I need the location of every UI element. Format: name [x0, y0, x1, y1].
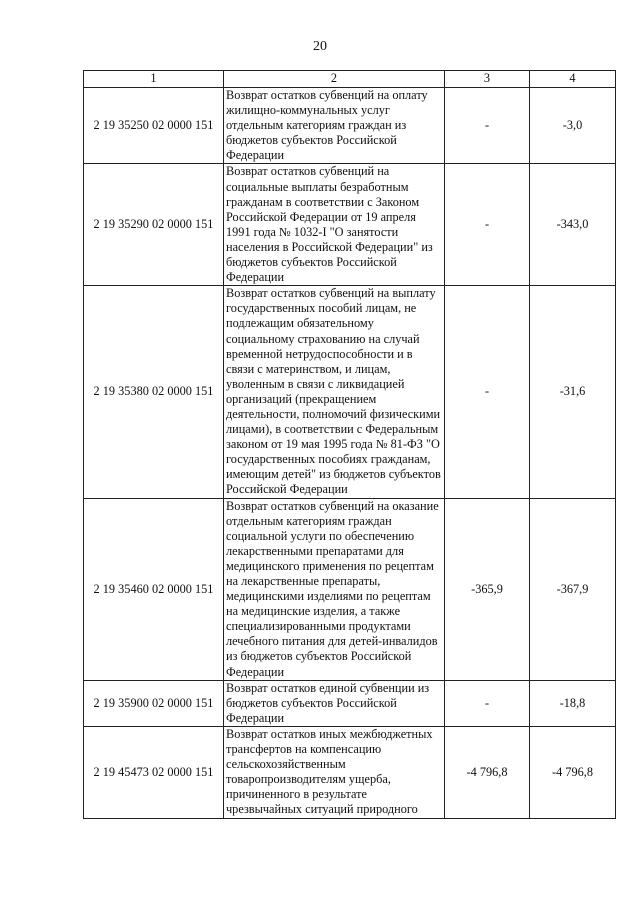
amount-col-4: -3,0: [530, 88, 616, 164]
budget-code: 2 19 35380 02 0000 151: [84, 286, 224, 498]
table-row: [84, 164, 616, 286]
row-description: Возврат остатков субвенций на оплату жилищно-коммунальных услуг отдельным категориям граждан из бюджетов субъектов Российской Федерации: [224, 88, 445, 164]
amount-col-3: -: [445, 164, 530, 286]
amount-col-4: -31,6: [530, 286, 616, 498]
amount-col-3: -: [445, 88, 530, 164]
budget-code: 2 19 35900 02 0000 151: [84, 680, 224, 726]
table-row: [84, 726, 616, 818]
table-row: [84, 680, 616, 726]
amount-col-3: -: [445, 286, 530, 498]
amount-col-4: -4 796,8: [530, 726, 616, 818]
row-description: Возврат остатков субвенций на социальные выплаты безработным гражданам в соответствии с Законом Российской Федерации от 19 апреля 1991 года № 1032-I "О занятости населения в Российской Федерации" из бюджетов субъектов Российской Федерации: [224, 164, 445, 286]
amount-col-4: -367,9: [530, 498, 616, 680]
budget-code: 2 19 35250 02 0000 151: [84, 88, 224, 164]
row-description: Возврат остатков субвенций на выплату государственных пособий лицам, не подлежащим обязательному социальному страхованию на случай временной нетрудоспособности и в связи с материнством, и лицам, уволенным в связи с ликвидацией организаций (прекращением деятельности, полномочий физическими лицами), в соответствии с Федеральным законом от 19 мая 1995 года № 81-ФЗ "О государственных пособиях гражданам, имеющим детей" из бюджетов субъектов Российской Федерации: [224, 286, 445, 498]
header-col-3: 3: [445, 71, 530, 88]
header-col-2: 2: [224, 71, 445, 88]
amount-col-3: -365,9: [445, 498, 530, 680]
table-row: [84, 498, 616, 680]
table-header-row: [84, 71, 616, 88]
page-number: 20: [313, 39, 327, 54]
budget-table: [83, 70, 616, 819]
budget-code: 2 19 45473 02 0000 151: [84, 726, 224, 818]
amount-col-3: -: [445, 680, 530, 726]
header-col-4: 4: [530, 71, 616, 88]
budget-code: 2 19 35290 02 0000 151: [84, 164, 224, 286]
amount-col-3: -4 796,8: [445, 726, 530, 818]
header-col-1: 1: [84, 71, 224, 88]
amount-col-4: -343,0: [530, 164, 616, 286]
table-row: [84, 286, 616, 498]
amount-col-4: -18,8: [530, 680, 616, 726]
row-description: Возврат остатков иных межбюджетных трансфертов на компенсацию сельскохозяйственным товаропроизводителям ущерба, причиненного в результате чрезвычайных ситуаций природного: [224, 726, 445, 818]
budget-code: 2 19 35460 02 0000 151: [84, 498, 224, 680]
row-description: Возврат остатков единой субвенции из бюджетов субъектов Российской Федерации: [224, 680, 445, 726]
table-row: [84, 88, 616, 164]
row-description: Возврат остатков субвенций на оказание отдельным категориям граждан социальной услуги по обеспечению лекарственными препаратами для медицинского применения по рецептам на лекарственные препараты, медицинскими изделиями по рецептам на медицинские изделия, а также специализированными продуктами лечебного питания для детей-инвалидов из бюджетов субъектов Российской Федерации: [224, 498, 445, 680]
